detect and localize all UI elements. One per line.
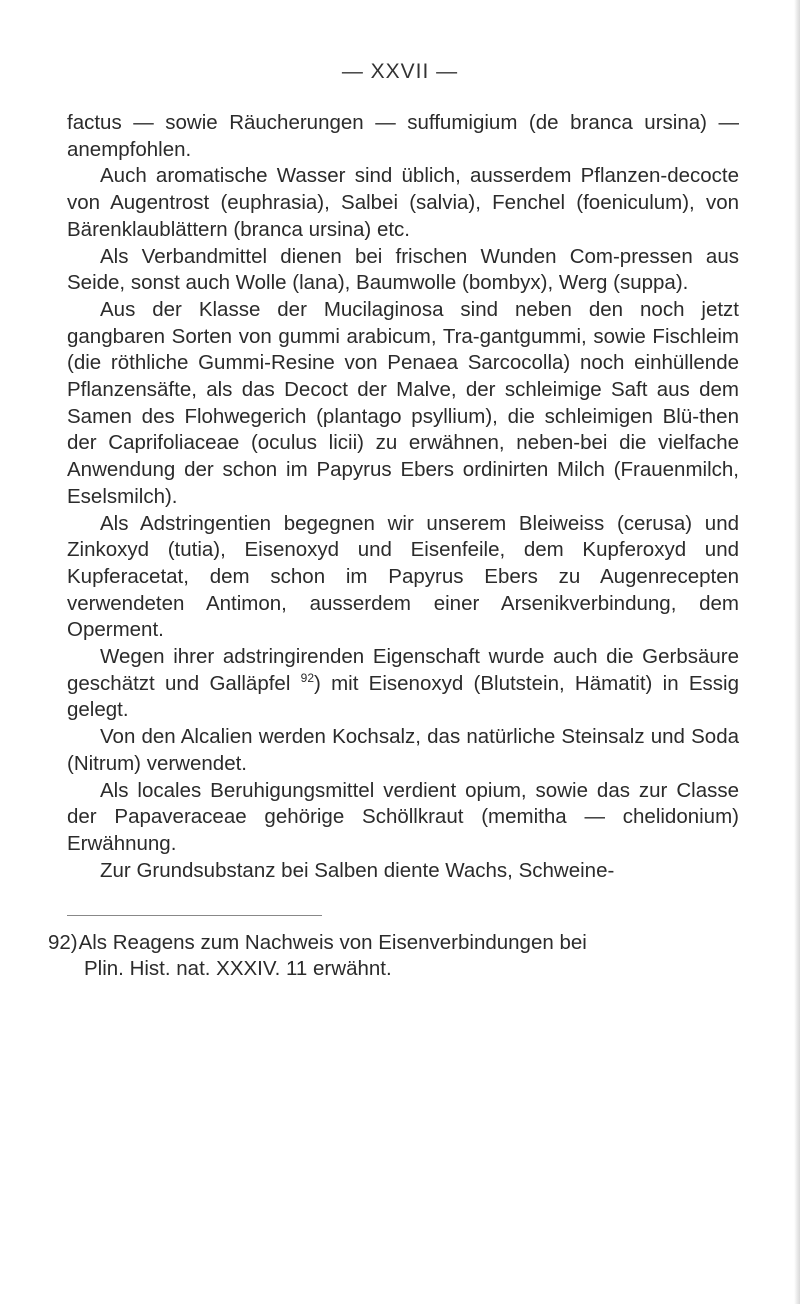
footnote	[48, 930, 748, 982]
footnote-divider	[67, 915, 322, 916]
main-text	[67, 110, 739, 884]
paragraph-3: Als Verbandmittel dienen bei frischen Wunden Com-pressen aus Seide, sonst auch Wolle (lana), Baumwolle (bombyx), Werg (suppa).	[67, 244, 739, 295]
paragraph-9: Zur Grundsubstanz bei Salben diente Wachs, Schweine-	[100, 858, 615, 882]
paragraph-6-text-a: Wegen ihrer adstringirenden Eigenschaft wurde auch die Gerbsäure geschätzt und Galläpfel	[67, 645, 739, 695]
footnote-line-1	[48, 930, 748, 956]
paragraph-6-text-b: ) mit Eisenoxyd (Blutstein, Hämatit) in Essig gelegt.	[67, 671, 739, 722]
footnote-text-1: Als Reagens zum Nachweis von Eisenverbindungen bei	[78, 931, 587, 954]
paragraph-5: Als Adstringentien begegnen wir unserem Bleiweiss (cerusa) und Zinkoxyd (tutia), Eisenoxyd und Eisenfeile, dem Kupferoxyd und Kupferacetat, dem schon im Papyrus Ebers zu Augenrecepten verwendeten Antimon, ausserdem einer Arsenikverbindung, dem Operment.	[67, 511, 739, 642]
footnote-reference: 92	[300, 670, 314, 685]
paragraph-2: Auch aromatische Wasser sind üblich, ausserdem Pflanzen-decocte von Augentrost (euphrasia), Salbei (salvia), Fenchel (foeniculum), von Bärenklaublättern (branca ursina) etc.	[67, 164, 739, 241]
footnote-line-2: Plin. Hist. nat. XXXIV. 11 erwähnt.	[84, 957, 392, 980]
page-header: — XXVII —	[341, 60, 459, 83]
footnote-number: 92)	[48, 931, 78, 954]
paragraph-8: Als locales Beruhigungsmittel verdient opium, sowie das zur Classe der Papaveraceae gehörige Schöllkraut (memitha — chelidonium) Erwähnung.	[67, 778, 739, 855]
page-edge-shadow	[794, 0, 800, 1304]
paragraph-1: factus — sowie Räucherungen — suffumigium (de branca ursina) — anempfohlen.	[67, 111, 739, 161]
paragraph-4: Aus der Klasse der Mucilaginosa sind neben den noch jetzt gangbaren Sorten von gummi arabicum, Tra-gantgummi, sowie Fischleim (die röthliche Gummi-Resine von Penaea Sarcocolla) noch einhüllende Pflanzensäfte, als das Decoct der Malve, der schleimige Saft aus dem Samen des Flohwegerich (plantago psyllium), die schleimigen Blü-then der Caprifoliaceae (oculus licii) zu erwähnen, neben-bei die vielfache Anwendung der schon im Papyrus Ebers ordinirten Milch (Frauenmilch, Eselsmilch).	[67, 297, 739, 508]
paragraph-6	[67, 644, 739, 724]
paragraph-7: Von den Alcalien werden Kochsalz, das natürliche Steinsalz und Soda (Nitrum) verwendet.	[67, 725, 739, 775]
